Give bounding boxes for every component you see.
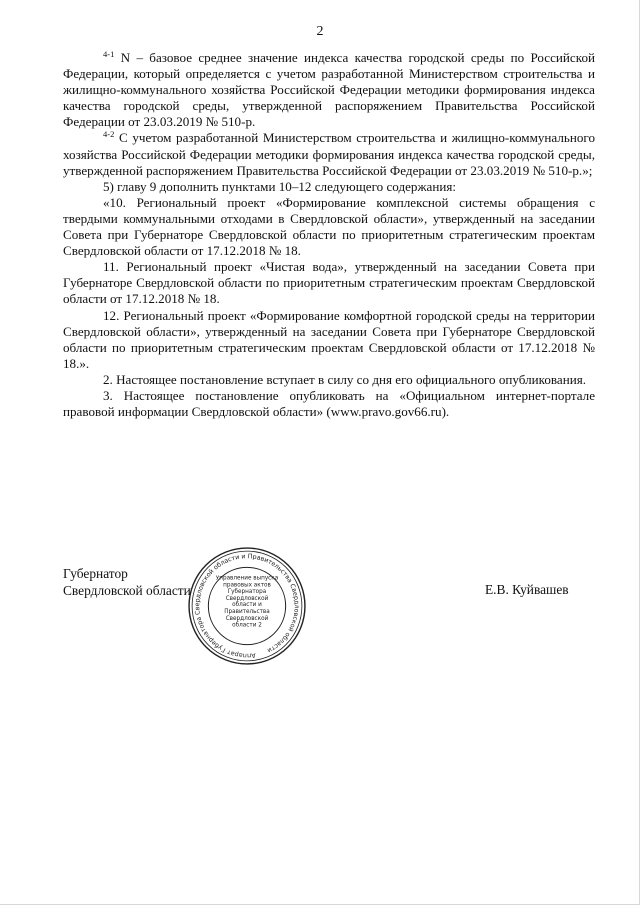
- seal-ring-text: Аппарат Губернатора Свердловской области и Правительства Свердловской области: [194, 553, 300, 659]
- footnote-marker-4-1: 4-1: [103, 49, 115, 59]
- paragraph-item-10: «10. Региональный проект «Формирование комплексной системы обращения с твердыми коммунальными отходами в Свердловской области», утвержденный на заседании Совета при Губернаторе Свердловской области по приоритетным стратегическим проектам Свердловской области от 17.12.2018 № 18.: [63, 194, 595, 259]
- paragraph-item-11: 11. Региональный проект «Чистая вода», утвержденный на заседании Совета при Губернаторе Свердловской области по приоритетным стратегическим проектам Свердловской области от 17.12.2018 № 18.: [63, 259, 595, 307]
- paragraph-4-2: [63, 130, 595, 178]
- signatory-name: Е.В. Куйвашев: [485, 582, 569, 597]
- signatory-title: [63, 565, 191, 599]
- paragraph-clause-2: 2. Настоящее постановление вступает в силу со дня его официального опубликования.: [103, 371, 587, 387]
- seal-inner-text: Управление выпуска правовых актов Губернатора Свердловской области и Правительства Свердловской области 2: [215, 575, 279, 629]
- seal-graphic: [186, 545, 308, 667]
- paragraph-chapter-9: 5) главу 9 дополнить пунктами 10–12 следующего содержания:: [103, 178, 456, 194]
- document-body: [63, 50, 595, 420]
- paragraph-clause-3: 3. Настоящее постановление опубликовать на «Официальном интернет-портале правовой информации Свердловской области» (www.pravo.gov66.ru).: [63, 387, 595, 420]
- paragraph-4-1: [63, 50, 595, 130]
- official-seal-stamp: [186, 545, 308, 667]
- paragraph-text: N – базовое среднее значение индекса качества городской среды по Российской Федерации, который определяется с учетом разработанной Министерством строительства и жилищно-коммунального хозяйства Российской Федерации методики формирования индекса качества городской среды, утвержденной распоряжением Правительства Российской Федерации от 23.03.2019 № 510-р.: [63, 50, 595, 130]
- footnote-marker-4-2: 4-2: [103, 129, 115, 140]
- paragraph-text: С учетом разработанной Министерством строительства и жилищно-коммунального хозяйства Российской Федерации методики формирования индекса качества городской среды, утвержденной распоряжением Правительства Российской Федерации от 23.03.2019 № 510-р.»;: [63, 130, 595, 178]
- paragraph-item-12: 12. Региональный проект «Формирование комфортной городской среды на территории Свердловской области», утвержденный на заседании Совета при Губернаторе Свердловской области по приоритетным стратегическим проектам Свердловской области от 17.12.2018 № 18.».: [63, 307, 595, 371]
- signatory-title-line1: Губернатор: [63, 566, 128, 581]
- signatory-title-line2: Свердловской области: [63, 583, 191, 598]
- page-number: 2: [316, 24, 324, 39]
